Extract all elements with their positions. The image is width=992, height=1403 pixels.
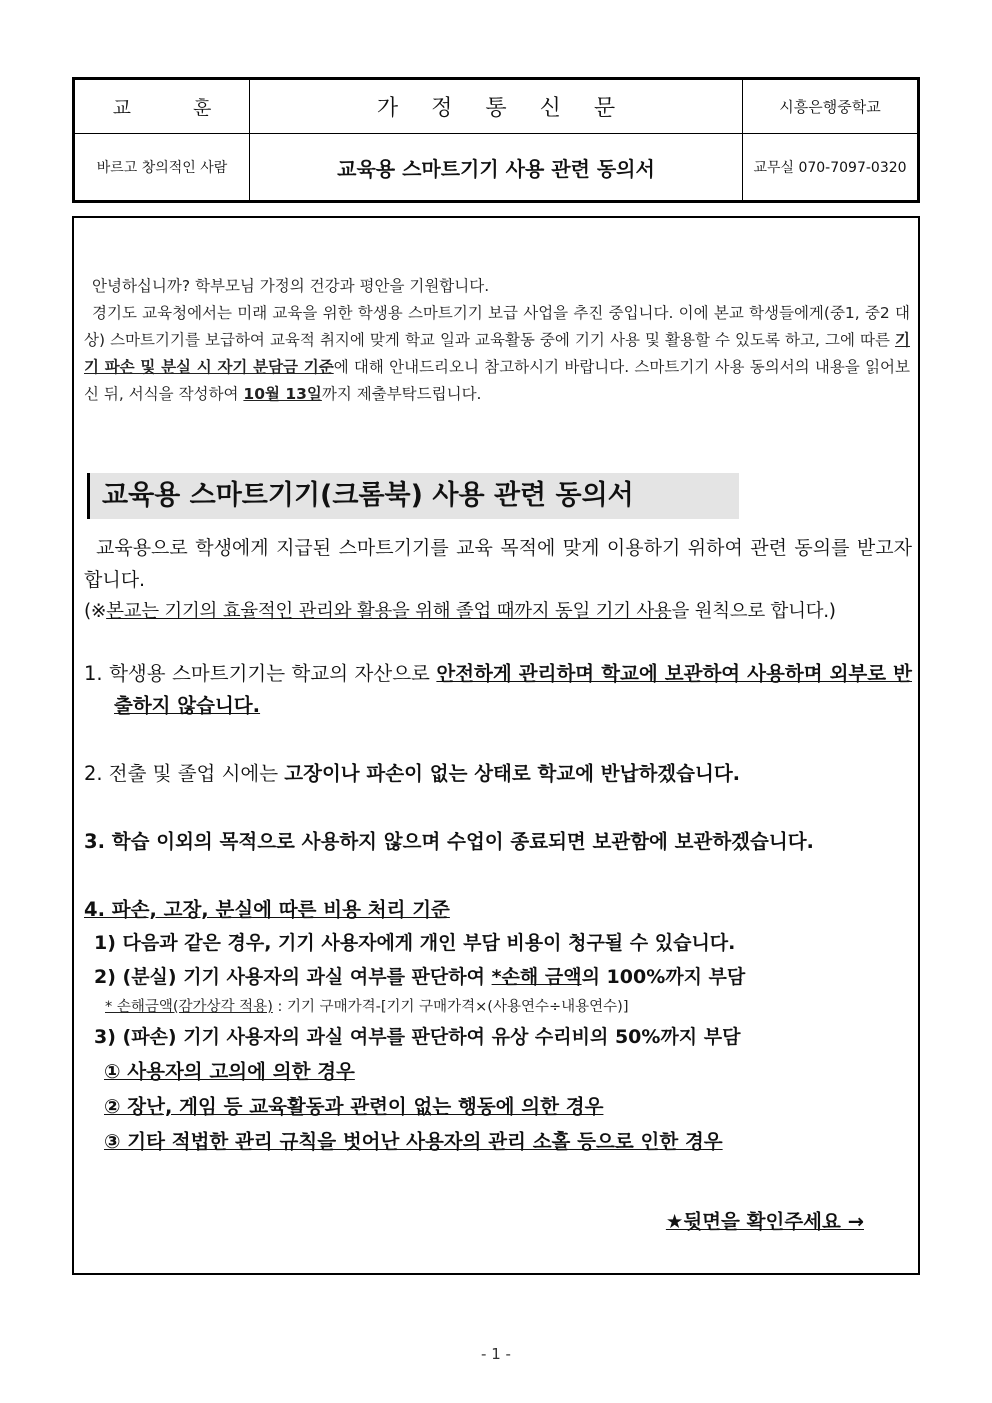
letter-body-box	[72, 216, 920, 1275]
loss-text: 2) (분실) 기기 사용자의 과실 여부를 판단하여	[94, 966, 492, 988]
newsletter-header-table	[72, 77, 920, 203]
rule-item-1	[84, 658, 912, 722]
cost-rule-3: 3) (파손) 기기 사용자의 과실 여부를 판단하여 유상 수리비의 50%까지 부담	[94, 1026, 741, 1048]
note-open: (※	[84, 601, 107, 622]
school-name: 시흥은행중학교	[779, 98, 881, 116]
newsletter-label: 가 정 통 신 문	[376, 96, 629, 121]
document-title: 교육용 스마트기기 사용 관련 동의서	[337, 156, 655, 181]
intro-paragraph	[84, 300, 910, 408]
rule-item-3: 3. 학습 이외의 목적으로 사용하지 않으며 수업이 종료되면 보관함에 보관하겠습니다.	[84, 830, 814, 853]
loss-percent: 의 100%까지 부담	[581, 966, 746, 988]
damage-formula	[84, 994, 912, 1020]
greeting: 안녕하십니까? 학부모님 가정의 건강과 평안을 기원합니다.	[92, 277, 490, 295]
deductible-highlight: 기기 파손 및 분실 시 자기 분담금 기준	[84, 331, 910, 376]
motto-label: 교 훈	[112, 97, 240, 119]
doc-title-cell	[250, 134, 743, 201]
school-cell	[743, 80, 918, 134]
intro-text-c: 까지 제출부탁드립니다.	[321, 385, 482, 403]
intro-section	[84, 273, 910, 408]
page-number: - 1 -	[481, 1345, 511, 1363]
damage-amount-term: *손해 금액	[491, 966, 582, 988]
newsletter-label-cell	[250, 80, 743, 134]
motto-label-cell	[75, 80, 250, 134]
back-page-notice: ★뒷면을 확인주세요 →	[665, 1210, 864, 1233]
rule-item-4-heading: 4. 파손, 고장, 분실에 따른 비용 처리 기준	[84, 898, 450, 921]
case-3: ③ 기타 적법한 관리 규칙을 벗어난 사용자의 관리 소홀 등으로 인한 경우	[104, 1130, 723, 1153]
school-motto: 바르고 창의적인 사람	[96, 160, 228, 176]
office-phone: 교무실 070-7097-0320	[753, 160, 907, 176]
item1-highlight: 안전하게 관리하며 학교에 보관하여 사용하며 외부로 반출하지 않습니다.	[114, 662, 913, 717]
item2-text: 2. 전출 및 졸업 시에는	[84, 762, 285, 785]
motto-cell	[75, 134, 250, 201]
phone-cell	[743, 134, 918, 201]
due-date: 10월 13일	[243, 385, 322, 403]
consent-body	[84, 532, 912, 1159]
cost-rule-2	[84, 960, 912, 994]
formula-term: * 손해금액(감가상각 적용)	[105, 999, 273, 1015]
note-underlined: 본교는 기기의 효율적인 관리와 활용을 위해 졸업 때까지 동일 기기 사용	[106, 601, 672, 622]
formula-expression: : 기기 구매가격-[기기 구매가격×(사용연수÷내용연수)]	[272, 999, 629, 1015]
case-2: ② 장난, 게임 등 교육활동과 관련이 없는 행동에 의한 경우	[104, 1095, 604, 1118]
consent-note	[84, 596, 912, 628]
consent-lead: 교육용으로 학생에게 지급된 스마트기기를 교육 목적에 맞게 이용하기 위하여 관련 동의를 받고자 합니다.	[84, 537, 912, 591]
item1-text: 1. 학생용 스마트기기는 학교의 자산으로	[84, 662, 437, 685]
note-close: 을 원칙으로 합니다.)	[671, 601, 836, 622]
intro-text-b: 에 대해 안내드리오니 참고하시기 바랍니다. 스마트기기 사용 동의서의 내용을 읽어보신 뒤, 서식을 작성하여	[84, 358, 910, 403]
intro-text-a: 경기도 교육청에서는 미래 교육을 위한 학생용 스마트기기 보급 사업을 추진 중입니다. 이에 본교 학생들에게(중1, 중2 대상) 스마트기기를 보급하여 교육적 취지에 맞게 학교 일과 교육활동 중에 기기 사용 및 활용할 수 있도록 하고, 그에 따른	[84, 304, 910, 349]
item2-bold: 고장이나 파손이 없는 상태로 학교에 반납하겠습니다.	[284, 762, 741, 785]
consent-title: 교육용 스마트기기(크롬북) 사용 관련 동의서	[87, 473, 739, 519]
case-1: ① 사용자의 고의에 의한 경우	[104, 1060, 355, 1083]
cost-rule-1: 1) 다음과 같은 경우, 기기 사용자에게 개인 부담 비용이 청구될 수 있습니다.	[94, 932, 736, 954]
rule-item-2	[84, 758, 912, 790]
